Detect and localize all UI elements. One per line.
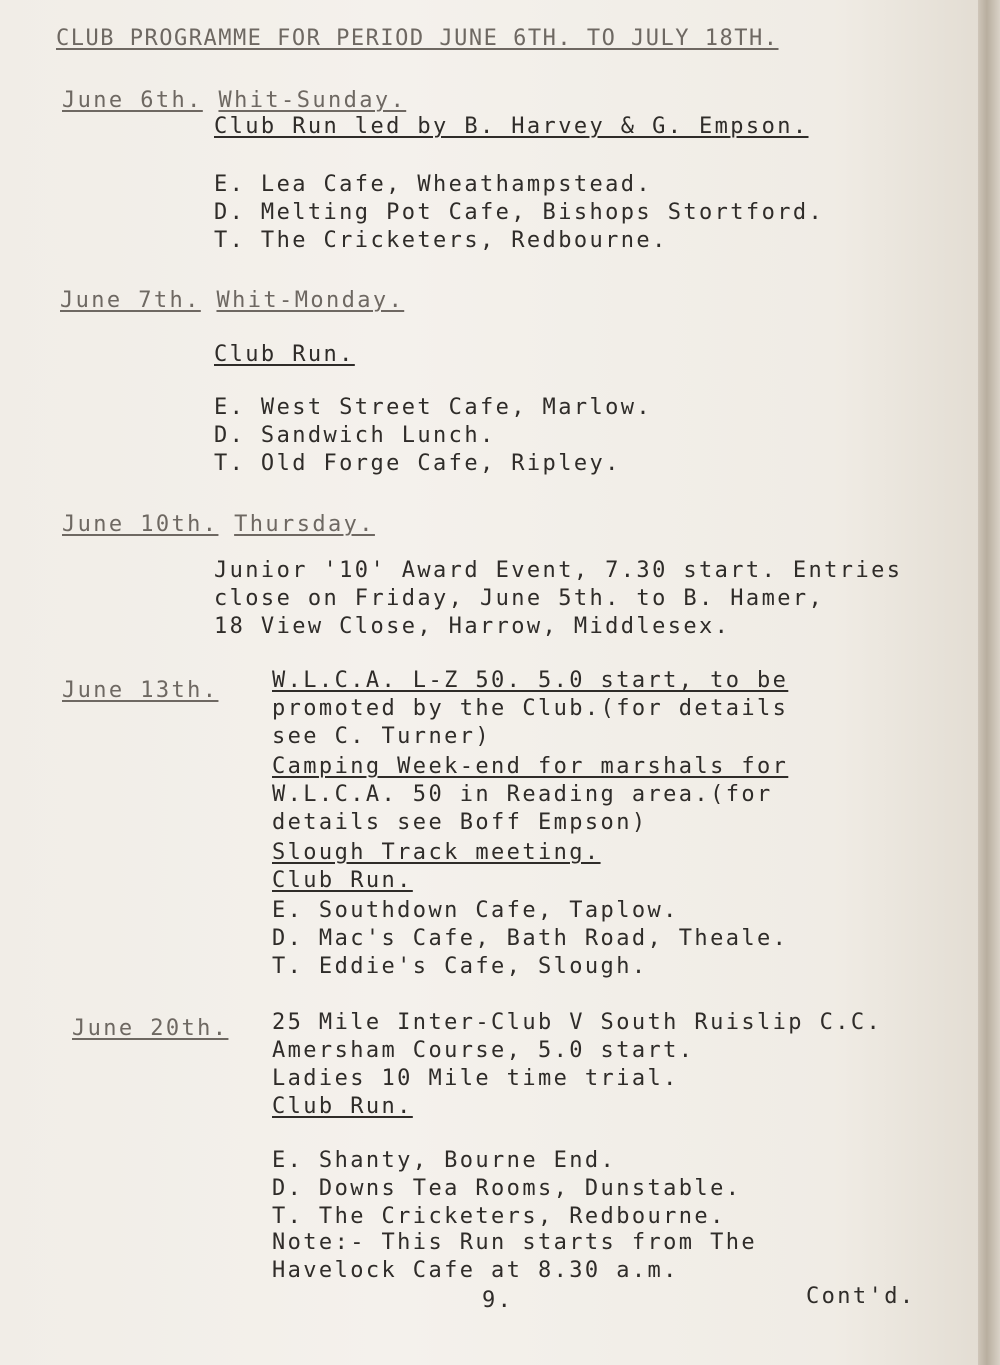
event-line: details see Boff Empson) — [272, 810, 648, 835]
page-title: CLUB PROGRAMME FOR PERIOD JUNE 6TH. TO JULY 18TH. — [56, 26, 779, 51]
stop-line: E. West Street Cafe, Marlow. — [214, 395, 653, 420]
stop-line: T. Old Forge Cafe, Ripley. — [214, 451, 621, 476]
stop-line: D. Mac's Cafe, Bath Road, Theale. — [272, 926, 789, 951]
event-line: Slough Track meeting. — [272, 840, 601, 865]
event-line: Ladies 10 Mile time trial. — [272, 1066, 679, 1091]
section-date-june-6 — [62, 88, 406, 114]
note-line: Havelock Cafe at 8.30 a.m. — [272, 1258, 679, 1283]
stop-line: T. Eddie's Cafe, Slough. — [272, 954, 648, 979]
stop-line: D. Downs Tea Rooms, Dunstable. — [272, 1176, 742, 1201]
section-date-june-13: June 13th. — [62, 678, 219, 703]
section-heading: Club Run led by B. Harvey & G. Empson. — [214, 114, 809, 139]
stop-line: D. Sandwich Lunch. — [214, 423, 496, 448]
continued-label: Cont'd. — [806, 1284, 916, 1309]
date-label: June 10th. — [62, 512, 219, 537]
page-edge — [978, 0, 1000, 1365]
event-line: close on Friday, June 5th. to B. Hamer, — [214, 586, 825, 611]
event-line: W.L.C.A. 50 in Reading area.(for — [272, 782, 773, 807]
date-label: June 7th. — [60, 288, 201, 313]
event-line: 25 Mile Inter-Club V South Ruislip C.C. — [272, 1010, 883, 1035]
stop-line: D. Melting Pot Cafe, Bishops Stortford. — [214, 200, 825, 225]
stop-line: E. Shanty, Bourne End. — [272, 1148, 617, 1173]
event-line: see C. Turner) — [272, 724, 492, 749]
event-line: Junior '10' Award Event, 7.30 start. Entries — [214, 558, 903, 583]
page-number: 9. — [482, 1288, 514, 1313]
event-line: Club Run. — [272, 1094, 413, 1119]
stop-line: T. The Cricketers, Redbourne. — [272, 1204, 726, 1229]
section-date-june-7 — [60, 288, 404, 314]
event-line: promoted by the Club.(for details — [272, 696, 789, 721]
section-date-june-10 — [62, 512, 375, 538]
event-line: 18 View Close, Harrow, Middlesex. — [214, 614, 731, 639]
event-line: Camping Week-end for marshals for — [272, 754, 789, 779]
section-heading: Club Run. — [214, 342, 355, 367]
day-label: Whit-Monday. — [216, 288, 405, 313]
stop-line: T. The Cricketers, Redbourne. — [214, 228, 668, 253]
event-line: W.L.C.A. L-Z 50. 5.0 start, to be — [272, 668, 789, 693]
event-line: Club Run. — [272, 868, 413, 893]
date-label: June 6th. — [62, 88, 203, 113]
stop-line: E. Lea Cafe, Wheathampstead. — [214, 172, 653, 197]
note-line: Note:- This Run starts from The — [272, 1230, 757, 1255]
day-label: Thursday. — [234, 512, 375, 537]
event-line: Amersham Course, 5.0 start. — [272, 1038, 695, 1063]
section-date-june-20: June 20th. — [72, 1016, 229, 1041]
stop-line: E. Southdown Cafe, Taplow. — [272, 898, 679, 923]
day-label: Whit-Sunday. — [218, 88, 407, 113]
